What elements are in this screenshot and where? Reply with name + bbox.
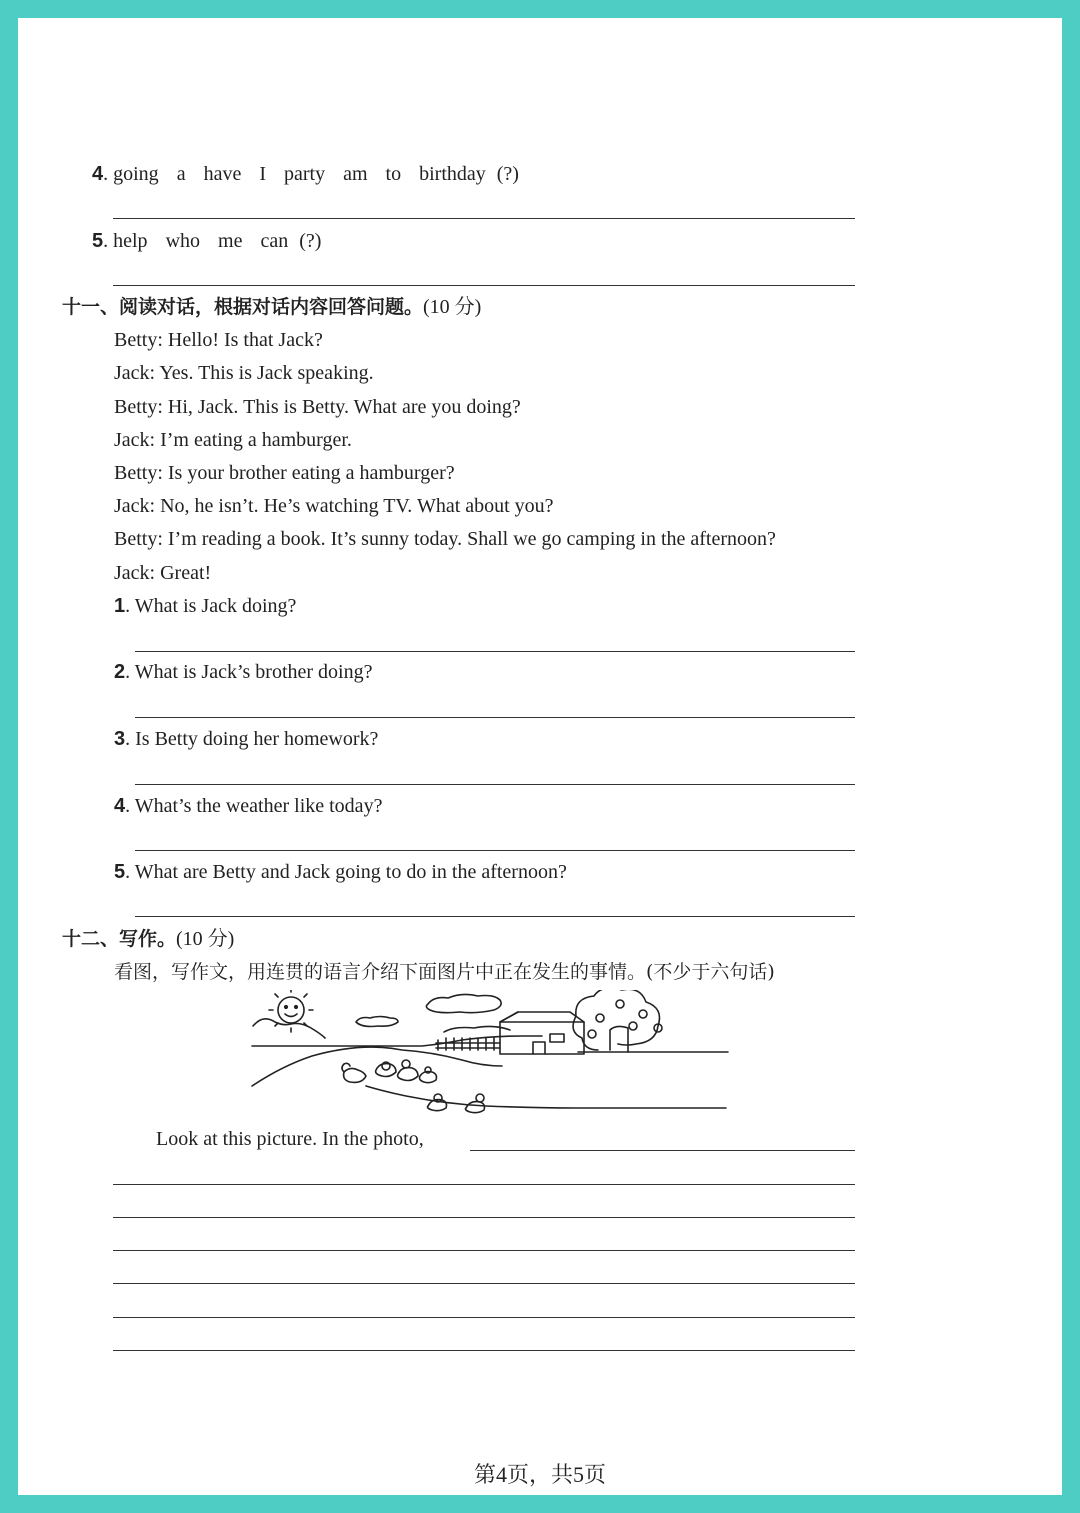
writing-line[interactable]: [113, 1184, 855, 1185]
dialogue-line: Betty: I’m reading a book. It’s sunny today. Shall we go camping in the afternoon?: [114, 528, 776, 550]
dialogue-line: Jack: Great!: [114, 562, 212, 584]
reorder-words-5: help who me can: [113, 230, 289, 252]
duck-icon: [398, 1060, 418, 1081]
writing-line[interactable]: [113, 1217, 855, 1218]
writing-line[interactable]: [113, 1283, 855, 1284]
dialogue-line: Jack: No, he isn’t. He’s watching TV. What about you?: [114, 495, 554, 517]
duck-icon: [376, 1062, 396, 1077]
writing-line[interactable]: [113, 1250, 855, 1251]
question-1: 1. What is Jack doing?: [114, 595, 297, 617]
reorder-words-4: going a have I party am to birthday: [113, 163, 486, 185]
dialogue-line: Betty: Hello! Is that Jack?: [114, 329, 323, 351]
duck-icon: [342, 1063, 366, 1082]
question-5: 5. What are Betty and Jack going to do in the afternoon?: [114, 861, 567, 883]
dialogue-line: Jack: I’m eating a hamburger.: [114, 429, 352, 451]
section-12-heading: 十二、写作。(10 分): [62, 928, 235, 950]
writing-starter: Look at this picture. In the photo,: [156, 1128, 424, 1150]
cloud-icon: [426, 994, 501, 1012]
reorder-question-5: 5. help who me can (?): [92, 230, 322, 252]
duck-icon: [466, 1094, 485, 1113]
answer-line[interactable]: [135, 784, 855, 785]
dialogue-line: Jack: Yes. This is Jack speaking.: [114, 362, 374, 384]
section-11-heading: 十一、阅读对话，根据对话内容回答问题。(10 分): [62, 296, 482, 318]
duck-icon: [420, 1067, 437, 1083]
question-2: 2. What is Jack’s brother doing?: [114, 661, 373, 683]
dialogue-line: Betty: Hi, Jack. This is Betty. What are you doing?: [114, 396, 521, 418]
question-3: 3. Is Betty doing her homework?: [114, 728, 379, 750]
answer-line[interactable]: [113, 218, 855, 219]
writing-line[interactable]: [113, 1317, 855, 1318]
answer-line[interactable]: [135, 651, 855, 652]
writing-line[interactable]: [113, 1350, 855, 1351]
answer-line[interactable]: [113, 285, 855, 286]
page-footer: 第4页，共5页: [473, 1462, 606, 1487]
question-4: 4. What’s the weather like today?: [114, 795, 383, 817]
cloud-icon: [356, 1017, 398, 1027]
reorder-question-4: 4. going a have I party am to birthday (?): [92, 163, 519, 185]
house-icon: [500, 1012, 584, 1054]
answer-line[interactable]: [135, 850, 855, 851]
writing-line[interactable]: [470, 1150, 855, 1151]
scene-illustration: [248, 990, 730, 1115]
dialogue-line: Betty: Is your brother eating a hamburger?: [114, 462, 455, 484]
tree-icon: [573, 990, 728, 1052]
answer-line[interactable]: [135, 717, 855, 718]
answer-line[interactable]: [135, 916, 855, 917]
writing-instruction: 看图，写作文，用连贯的语言介绍下面图片中正在发生的事情。(不少于六句话): [114, 961, 775, 983]
